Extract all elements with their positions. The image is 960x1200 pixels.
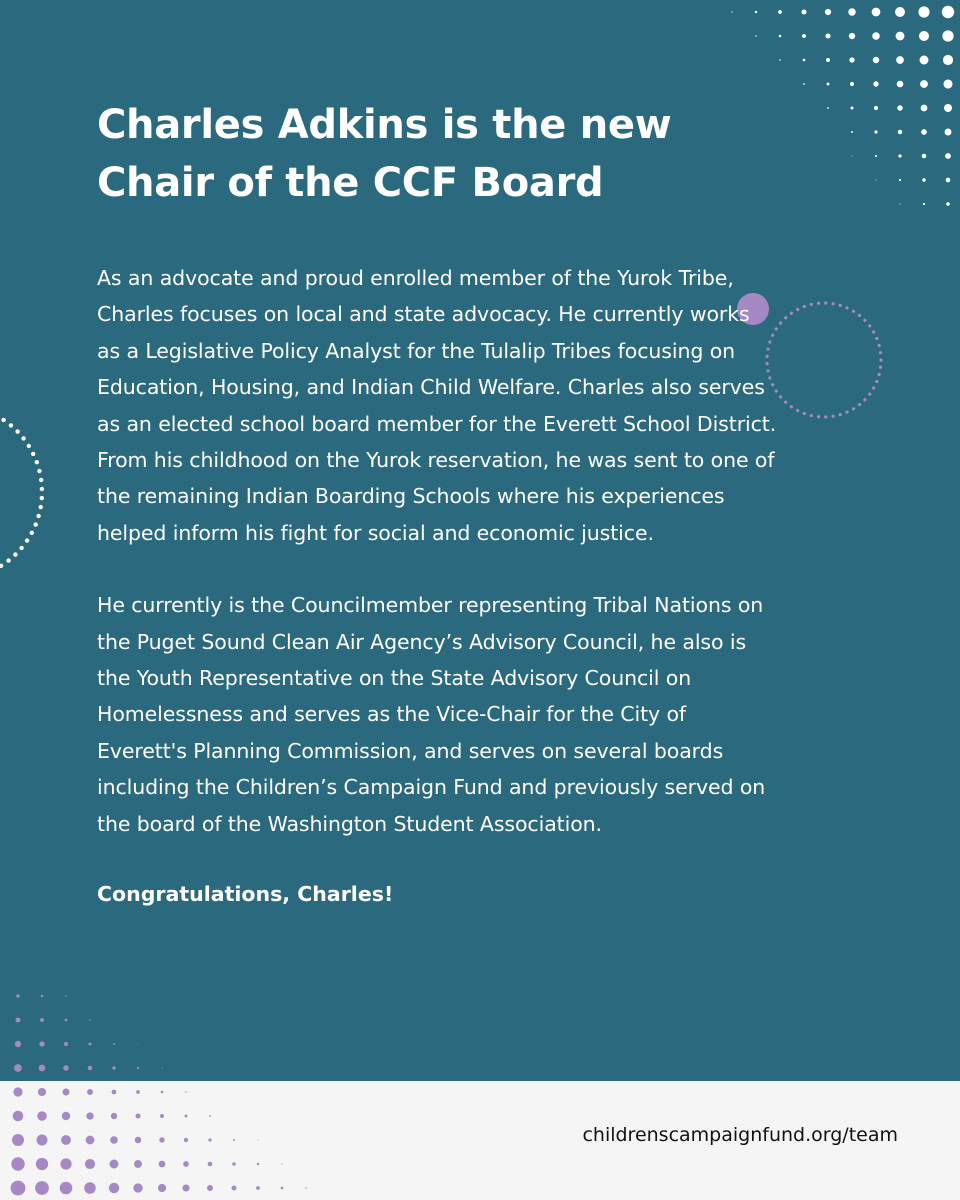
- halftone-dot: [872, 8, 881, 17]
- halftone-dot: [256, 1186, 260, 1190]
- halftone-dot: [803, 83, 805, 85]
- dotted-ring: [767, 303, 881, 417]
- halftone-dot: [918, 6, 929, 17]
- halftone-dot: [755, 11, 757, 13]
- halftone-dot: [41, 995, 44, 998]
- halftone-dot: [851, 131, 853, 133]
- halftone-dot: [110, 1136, 118, 1144]
- halftone-dot: [850, 106, 853, 109]
- halftone-dot: [921, 105, 928, 112]
- halftone-dot: [16, 994, 20, 998]
- halftone-dot: [182, 1184, 189, 1191]
- halftone-dot: [13, 1111, 24, 1122]
- halftone-dot: [208, 1162, 213, 1167]
- headline: [97, 96, 777, 212]
- halftone-dot: [85, 1159, 95, 1169]
- halftone-dot: [922, 154, 927, 159]
- halftone-dot: [63, 1089, 70, 1096]
- halftone-dot: [898, 154, 901, 157]
- halftone-dot: [86, 1112, 93, 1119]
- halftone-dot: [37, 1111, 47, 1121]
- halftone-dot: [39, 505, 43, 509]
- halftone-dot: [827, 107, 829, 109]
- halftone-dot: [19, 546, 23, 550]
- halftone-dot: [233, 1139, 235, 1141]
- halftone-dot: [160, 1114, 164, 1118]
- halftone-dot: [899, 179, 901, 181]
- halftone-dot: [802, 34, 806, 38]
- halftone-dot: [779, 35, 782, 38]
- halftone-dot: [112, 1066, 115, 1069]
- halftone-dot: [825, 9, 831, 15]
- halftone-dot: [161, 1067, 162, 1068]
- halftone-dot: [232, 1162, 236, 1166]
- halftone-dot: [1, 418, 5, 422]
- halftone-dot: [281, 1163, 282, 1164]
- halftone-dot: [945, 129, 952, 136]
- halftone-dot: [849, 33, 855, 39]
- halftone-dot: [257, 1163, 259, 1165]
- halftone-dot: [207, 1185, 213, 1191]
- halftone-dot: [86, 1136, 95, 1145]
- halftone-dot: [184, 1138, 188, 1142]
- halftone-dot: [40, 1018, 44, 1022]
- halftone-dot: [942, 30, 953, 41]
- halftone-dot: [895, 7, 905, 17]
- halftone-dot: [25, 538, 29, 542]
- halftone-dot: [920, 80, 928, 88]
- halftone-dot: [755, 35, 756, 36]
- halftone-dot: [87, 1089, 93, 1095]
- halftone-dot: [88, 1042, 91, 1045]
- halftone-dot: [185, 1091, 187, 1093]
- halftone-dot: [6, 558, 10, 562]
- halftone-dot: [88, 1066, 93, 1071]
- halftone-dot: [944, 104, 952, 112]
- halftone-dot: [943, 79, 952, 88]
- headline-line-2: Chair of the CCF Board: [97, 160, 604, 206]
- halftone-dot: [64, 1042, 68, 1046]
- halftone-dot: [872, 32, 880, 40]
- halftone-dot: [15, 429, 19, 433]
- halftone-dot: [39, 478, 43, 482]
- halftone-dot: [111, 1113, 117, 1119]
- halftone-dot: [897, 105, 903, 111]
- halftone-dot: [943, 55, 953, 65]
- halftone-dot: [0, 564, 3, 568]
- halftone-dot: [779, 59, 781, 61]
- halftone-dot: [89, 1019, 91, 1021]
- halftone-dot: [921, 129, 927, 135]
- halftone-dot: [942, 6, 954, 18]
- halftone-dot: [874, 130, 877, 133]
- halftone-dot: [185, 1115, 188, 1118]
- halftone-dot: [14, 1064, 22, 1072]
- halftone-dot: [27, 444, 31, 448]
- halftone-dot: [897, 81, 904, 88]
- halftone-dot: [39, 1041, 44, 1046]
- halftone-dot: [946, 202, 950, 206]
- halftone-dot: [208, 1138, 211, 1141]
- halftone-dot: [899, 203, 900, 204]
- halftone-dot: [731, 11, 732, 12]
- halftone-dot: [134, 1160, 142, 1168]
- halftone-dot: [183, 1161, 189, 1167]
- bio-paragraph-1: As an advocate and proud enrolled member of the Yurok Tribe, Charles focuses on local and state advocacy. He currently works as a Legislative Policy Analyst for the Tulalip Tribes focusing on Education, Housing, and Indian Child Welfare. Charles also serves as an elected school board member for the Everett School District. From his childhood on the Yurok reservation, he was sent to one of the remaining Indian Boarding Schools where his experiences helped inform his fight for social and economic justice.: [97, 266, 777, 545]
- halftone-dot: [803, 59, 806, 62]
- halftone-dot: [849, 57, 854, 62]
- team-page-url[interactable]: childrenscampaignfund.org/team: [582, 1124, 898, 1146]
- halftone-dot: [31, 452, 35, 456]
- halftone-dot: [9, 423, 13, 427]
- halftone-dot: [896, 56, 904, 64]
- halftone-dot: [36, 1158, 48, 1170]
- halftone-dot: [13, 552, 17, 556]
- halftone-dot: [826, 58, 830, 62]
- halftone-dot: [35, 1181, 49, 1195]
- halftone-dot: [34, 522, 38, 526]
- halftone-dot: [136, 1090, 140, 1094]
- halftone-dot: [12, 1134, 24, 1146]
- halftone-dot: [827, 83, 830, 86]
- halftone-dot: [63, 1065, 69, 1071]
- halftone-dot: [281, 1187, 284, 1190]
- halftone-dot: [850, 82, 854, 86]
- halftone-dot: [209, 1115, 211, 1117]
- halftone-dot: [137, 1067, 139, 1069]
- halftone-dot: [161, 1091, 164, 1094]
- halftone-dot: [305, 1187, 307, 1189]
- halftone-dot: [802, 10, 807, 15]
- halftone-dot: [84, 1182, 96, 1194]
- halftone-dot: [36, 514, 40, 518]
- halftone-dot: [945, 153, 951, 159]
- headline-line-1: Charles Adkins is the new: [97, 102, 672, 148]
- halftone-dot: [39, 1065, 46, 1072]
- halftone-dot: [61, 1135, 71, 1145]
- halftone-dot: [60, 1182, 73, 1195]
- halftone-dot: [825, 33, 830, 38]
- halftone-dot: [923, 203, 925, 205]
- halftone-dot: [37, 1135, 48, 1146]
- bio-paragraph-2: He currently is the Councilmember representing Tribal Nations on the Puget Sound Clean Air Agency’s Advisory Council, he also is the Youth Representative on the State Advisory Council on Homelessness and serves as the Vice-Chair for the City of Everett's Planning Commission, and serves on several boards including the Children’s Campaign Fund and previously served on the board of the Washington Student Association.: [97, 593, 766, 836]
- halftone-dot: [874, 106, 878, 110]
- article: [97, 96, 777, 912]
- halftone-dot: [873, 57, 879, 63]
- halftone-dot: [65, 995, 66, 996]
- halftone-dot: [15, 1041, 21, 1047]
- halftone-dot: [16, 1018, 21, 1023]
- halftone-dot: [60, 1158, 71, 1169]
- halftone-dot: [109, 1183, 119, 1193]
- halftone-dot: [876, 180, 877, 181]
- halftone-dot: [40, 496, 44, 500]
- halftone-dot: [133, 1183, 142, 1192]
- halftone-dot: [946, 178, 951, 183]
- halftone-dot: [11, 1157, 24, 1170]
- halftone-dot: [138, 1044, 139, 1045]
- halftone-dot: [898, 130, 902, 134]
- dotted-arc-left: [0, 409, 44, 572]
- halftone-dot: [21, 436, 25, 440]
- halftone-dot: [110, 1160, 119, 1169]
- halftone-dot: [875, 155, 877, 157]
- halftone-dot: [112, 1090, 117, 1095]
- halftone-dot: [135, 1137, 142, 1144]
- halftone-dot: [135, 1113, 140, 1118]
- halftone-dot: [159, 1161, 166, 1168]
- halftone-dot: [30, 531, 34, 535]
- halftone-dot: [13, 1087, 22, 1096]
- halftone-dot: [922, 178, 925, 181]
- halftone-dot: [920, 56, 929, 65]
- halftone-dot: [65, 1019, 68, 1022]
- halftone-dot: [113, 1043, 115, 1045]
- halftone-dot: [62, 1112, 70, 1120]
- halftone-dot: [873, 81, 878, 86]
- halftone-dot: [11, 1181, 26, 1196]
- halftone-dot: [852, 156, 853, 157]
- halftone-dot: [35, 460, 39, 464]
- halftone-dot: [258, 1140, 259, 1141]
- halftone-dots-bottom-left: [11, 994, 307, 1195]
- halftone-dot: [778, 10, 782, 14]
- halftone-dot: [158, 1184, 166, 1192]
- halftone-dot: [40, 487, 44, 491]
- halftone-dot: [38, 1088, 46, 1096]
- halftone-dot: [37, 469, 41, 473]
- halftone-dot: [159, 1137, 164, 1142]
- halftone-dot: [919, 31, 929, 41]
- halftone-dot: [232, 1186, 237, 1191]
- congratulations-text: Congratulations, Charles!: [97, 882, 394, 907]
- halftone-dot: [896, 32, 905, 41]
- halftone-dot: [848, 8, 855, 15]
